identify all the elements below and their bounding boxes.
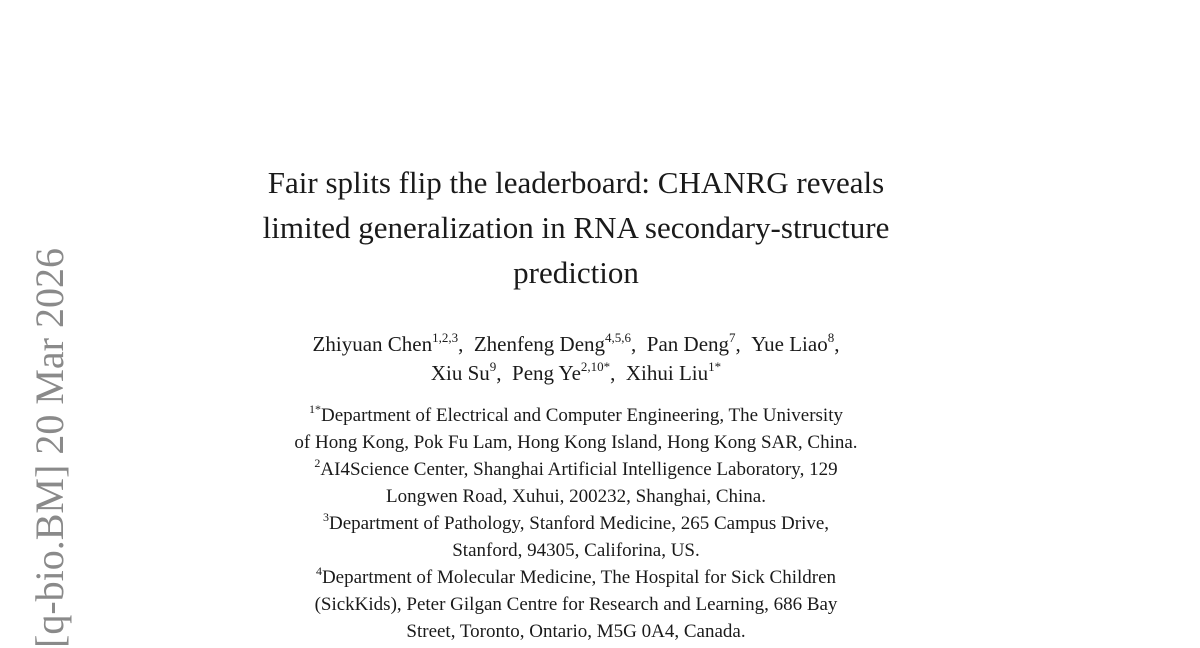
author xyxy=(313,332,459,356)
title-line: limited generalization in RNA secondary-structure xyxy=(262,210,890,245)
affiliation-line xyxy=(226,402,926,429)
author-row xyxy=(226,330,926,359)
author xyxy=(458,332,631,356)
affiliation-marks: 9 xyxy=(489,359,497,374)
author-name: Yue Liao xyxy=(751,332,828,356)
author-name: Pan Deng xyxy=(646,332,730,356)
affiliation-marks: 7 xyxy=(729,330,736,345)
affiliation-text: Department of Electrical and Computer Engineering, The University xyxy=(321,405,843,426)
affiliation-line: Street, Toronto, Ontario, M5G 0A4, Canada. xyxy=(406,621,746,642)
affiliation-line xyxy=(226,510,926,537)
author-name: Xiu Su xyxy=(430,361,490,385)
author xyxy=(610,361,721,385)
affiliation xyxy=(226,564,926,645)
affiliation-line: Longwen Road, Xuhui, 200232, Shanghai, China. xyxy=(386,486,766,507)
paper-title xyxy=(226,160,926,295)
affiliation-text: AI4Science Center, Shanghai Artificial Intelligence Laboratory, 129 xyxy=(320,459,838,480)
affiliation-mark: 4 xyxy=(315,564,322,578)
author-row xyxy=(226,359,926,388)
author xyxy=(431,361,496,385)
affiliation-list xyxy=(226,402,926,645)
author-name: Peng Ye xyxy=(512,361,581,385)
affiliation xyxy=(226,456,926,510)
affiliation-line: of Hong Kong, Pok Fu Lam, Hong Kong Island, Hong Kong SAR, China. xyxy=(294,432,858,453)
affiliation xyxy=(226,510,926,564)
author xyxy=(631,332,736,356)
author-name: Zhiyuan Chen xyxy=(312,332,433,356)
author xyxy=(736,332,840,356)
title-line: Fair splits flip the leaderboard: CHANRG reveals xyxy=(267,165,885,200)
affiliation-text: Department of Molecular Medicine, The Hospital for Sick Children xyxy=(321,567,837,588)
affiliation-mark: 2 xyxy=(314,456,321,470)
affiliation-text: Department of Pathology, Stanford Medicine, 265 Campus Drive, xyxy=(328,513,830,534)
affiliation-marks: 1* xyxy=(708,359,722,374)
affiliation-line xyxy=(226,456,926,483)
affiliation-mark: 3 xyxy=(322,510,329,524)
affiliation-marks: 4,5,6 xyxy=(605,330,632,345)
author-name: Xihui Liu xyxy=(625,361,709,385)
affiliation-mark: 1* xyxy=(309,402,321,416)
arxiv-identifier-stamp: [q-bio.BM] 20 Mar 2026 xyxy=(27,248,72,648)
affiliation-line xyxy=(226,564,926,591)
affiliation-line: Stanford, 94305, Califorina, US. xyxy=(452,540,700,561)
author-list xyxy=(226,330,926,388)
affiliation-line: (SickKids), Peter Gilgan Centre for Research and Learning, 686 Bay xyxy=(314,594,838,615)
author-name: Zhenfeng Deng xyxy=(473,332,606,356)
title-line: prediction xyxy=(513,255,639,290)
affiliation-marks: 8 xyxy=(827,330,835,345)
author xyxy=(496,361,610,385)
affiliation-marks: 1,2,3 xyxy=(432,330,459,345)
affiliation xyxy=(226,402,926,456)
affiliation-marks: 2,10* xyxy=(580,359,611,374)
